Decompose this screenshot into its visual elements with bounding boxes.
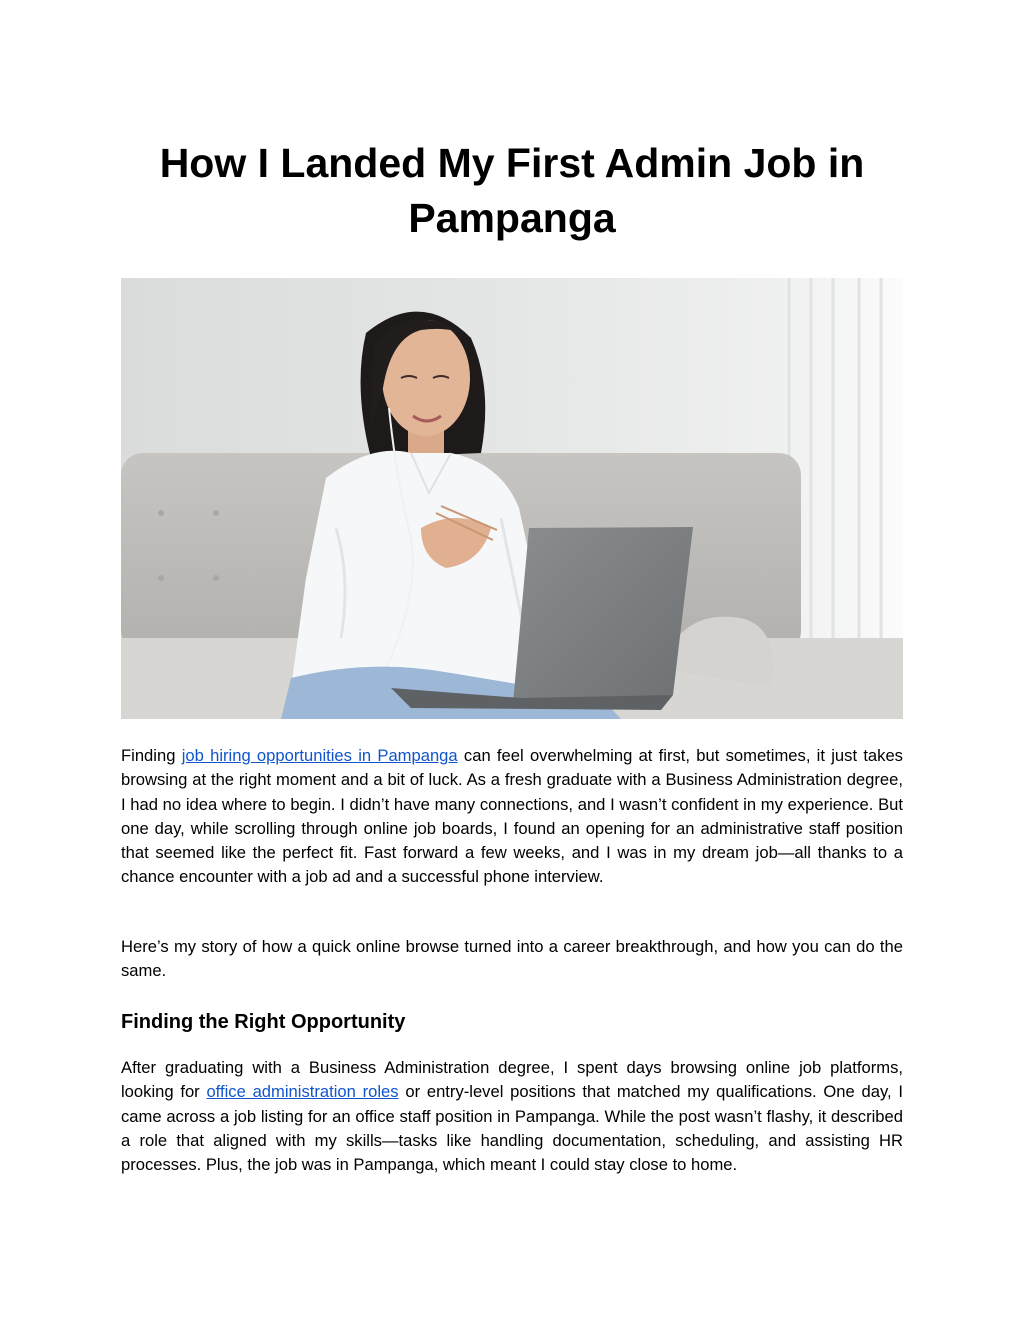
section-text-before: After graduating with a Business Administration degree, I spent days browsing online job platforms, looking for bbox=[121, 1058, 903, 1102]
intro-paragraph-block bbox=[121, 744, 903, 890]
section-paragraph bbox=[121, 1056, 903, 1177]
page-title bbox=[121, 136, 903, 246]
section-text-after: or entry-level positions that matched my qualifications. One day, I came across a job listing for an office staff position in Pampanga. While the post wasn’t flashy, it described a role that aligned with my skills—tasks like handling documentation, scheduling, and assisting HR processes. Plus, the job was in Pampanga, which meant I could stay close to home. bbox=[121, 1082, 903, 1175]
story-intro-block bbox=[121, 935, 903, 984]
story-intro-paragraph: Here’s my story of how a quick online browse turned into a career breakthrough, and how you can do the same. bbox=[121, 937, 903, 981]
intro-text-after: can feel overwhelming at first, but sometimes, it just takes browsing at the right moment and a bit of luck. As a fresh graduate with a Business Administration degree, I had no idea where to begin. I didn’t have many connections, and I wasn’t confident in my experience. But one day, while scrolling through online job boards, I found an opening for an administrative staff position that seemed like the perfect fit. Fast forward a few weeks, and I was in my dream job—all thanks to a chance encounter with a job ad and a successful phone interview. bbox=[121, 746, 903, 887]
job-hiring-link[interactable]: job hiring opportunities in Pampanga bbox=[181, 746, 458, 765]
hero-image bbox=[121, 278, 903, 719]
title-line-1: How I Landed My First Admin Job in bbox=[159, 140, 865, 186]
section-paragraph-block bbox=[121, 1056, 903, 1177]
section-heading: Finding the Right Opportunity bbox=[121, 1011, 406, 1033]
intro-text-before: Finding bbox=[121, 746, 182, 765]
title-line-2: Pampanga bbox=[408, 195, 616, 241]
intro-paragraph bbox=[121, 744, 903, 890]
office-admin-roles-link[interactable]: office administration roles bbox=[206, 1082, 399, 1102]
hero-illustration bbox=[121, 278, 903, 719]
